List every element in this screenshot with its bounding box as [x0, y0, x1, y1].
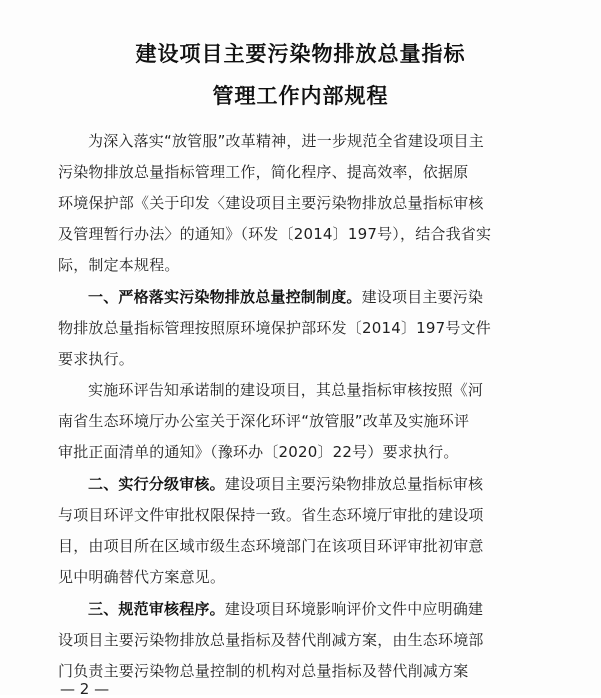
document-title-line-1: 建设项目主要污染物排放总量指标 [135, 41, 466, 66]
page-number: — 2 — [60, 680, 110, 698]
section-3-line-2: 设项目主要污染物排放总量指标及替代削减方案，由生态环境部 [58, 631, 484, 649]
section-2-line-3: 目，由项目所在区域市级生态环境部门在该项目环评审批初审意 [58, 537, 484, 555]
section-1-para2-line-3: 审批正面清单的通知》（豫环办〔2020〕22号）要求执行。 [58, 443, 459, 461]
section-2-line-2: 与项目环评文件审批权限保持一致。省生态环境厅审批的建设项 [58, 506, 484, 524]
document-title-line-2: 管理工作内部规程 [212, 83, 389, 108]
intro-line-3: 环境保护部《关于印发〈建设项目主要污染物排放总量指标审核 [58, 194, 484, 212]
section-2-line-1: 建设项目主要污染物排放总量指标审核 [224, 475, 484, 493]
section-3-line-3: 门负责主要污染物总量控制的机构对总量指标及替代削减方案 [58, 662, 469, 680]
section-3-line-1: 建设项目环境影响评价文件中应明确建 [224, 600, 484, 618]
section-1-line-3: 要求执行。 [58, 350, 135, 368]
section-1-first-line [88, 287, 483, 307]
section-2-line-4: 见中明确替代方案意见。 [58, 568, 226, 586]
intro-line-2: 污染物排放总量指标管理工作，简化程序、提高效率，依据原 [58, 163, 469, 181]
intro-line-5: 际，制定本规程。 [58, 256, 180, 274]
section-3-first-line [88, 599, 483, 619]
section-2-first-line [88, 474, 483, 494]
section-3-heading: 三、规范审核程序。 [88, 600, 225, 618]
section-2-heading: 二、实行分级审核。 [88, 475, 225, 493]
intro-line-1: 为深入落实“放管服”改革精神，进一步规范全省建设项目主 [88, 132, 484, 150]
section-1-line-2: 物排放总量指标管理按照原环境保护部环发〔2014〕197号文件 [58, 319, 492, 337]
section-1-line-1: 建设项目主要污染 [361, 288, 484, 306]
section-1-para2-line-2: 南省生态环境厅办公室关于深化环评“放管服”改革及实施环评 [58, 412, 470, 430]
intro-line-4: 及管理暂行办法〉的通知》（环发〔2014〕197号），结合我省实 [58, 225, 492, 243]
section-1-heading: 一、严格落实污染物排放总量控制制度。 [88, 288, 362, 306]
section-1-para2-line-1: 实施环评告知承诺制的建设项目，其总量指标审核按照《河 [88, 381, 484, 399]
